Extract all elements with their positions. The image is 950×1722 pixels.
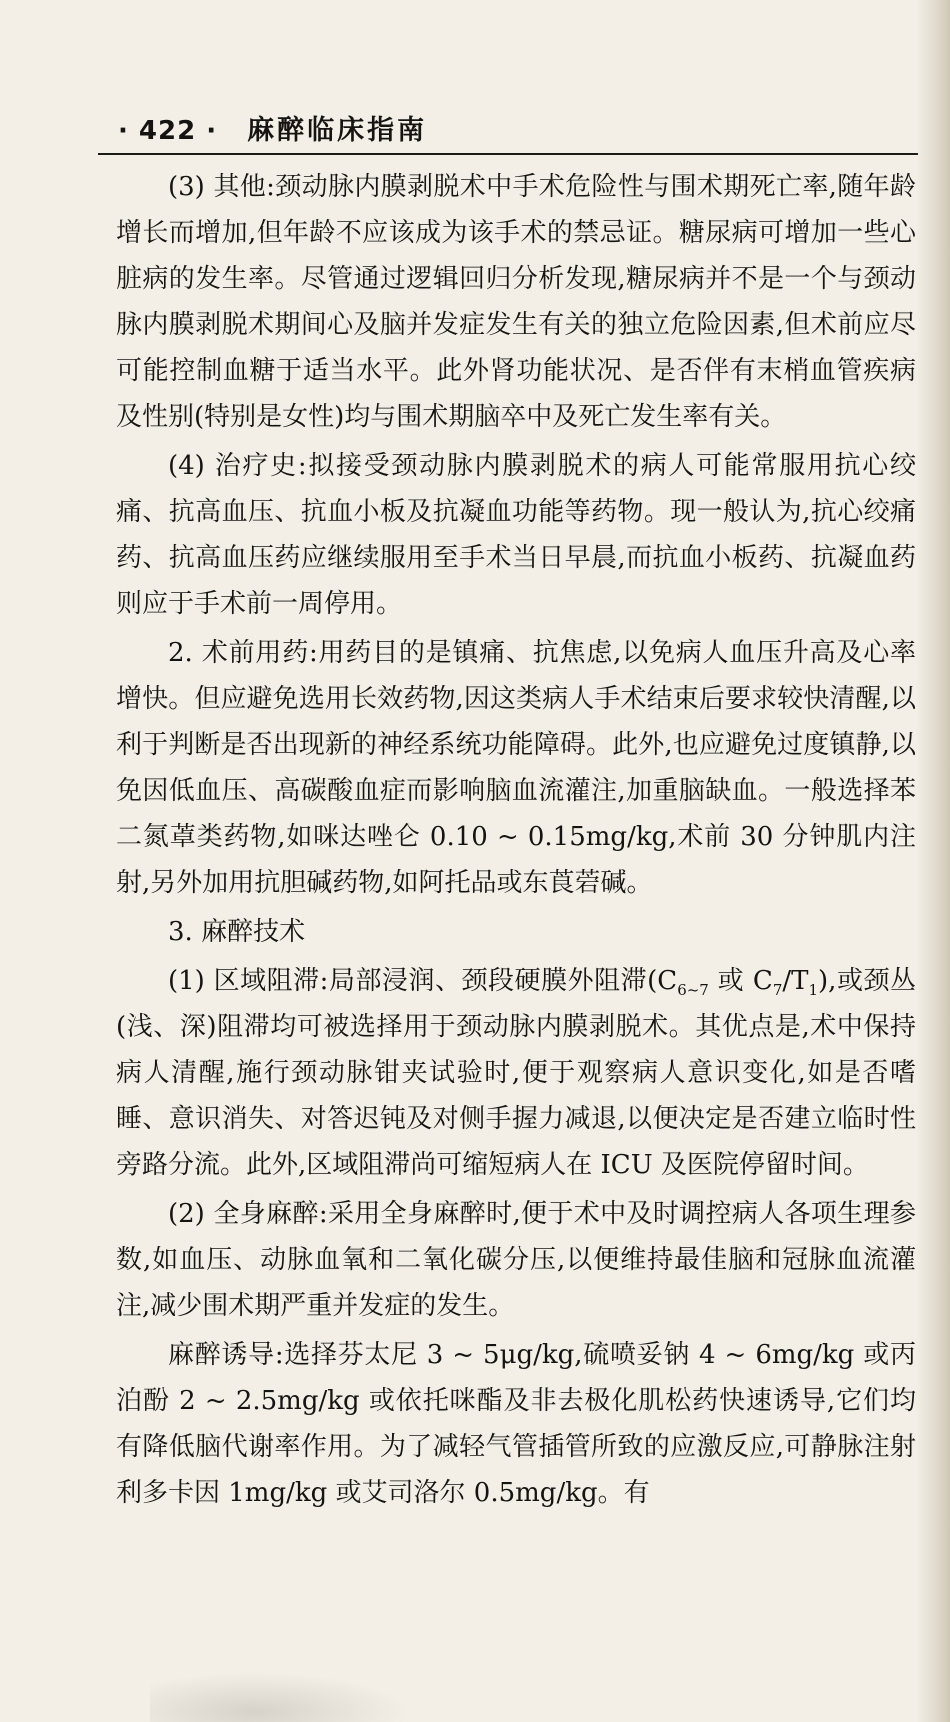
page-number: · 422 · [118,116,218,146]
paragraph-general-anesthesia: (2) 全身麻醉:采用全身麻醉时,便于术中及时调控病人各项生理参数,如血压、动脉血氧和二氧化碳分压,以便维持最佳脑和冠脉血流灌注,减少围术期严重并发症的发生。 [116,1199,916,1321]
subscript-t1: 1 [808,981,819,1000]
paragraph-induction: 麻醉诱导:选择芬太尼 3 ~ 5μg/kg,硫喷妥钠 4 ~ 6mg/kg 或丙泊酚 2 ~ 2.5mg/kg 或依托咪酯及非去极化肌松药快速诱导,它们均有降低脑代谢率作用。为了减轻气管插管所致的应激反应,可静脉注射利多卡因 1mg/kg 或艾司洛尔 0.5mg/kg。有 [116,1340,916,1508]
subscript-c6-7: 6~7 [677,981,709,1000]
scan-smudge [150,1672,410,1722]
running-title: 麻醉临床指南 [247,115,428,146]
body-text [116,164,916,1519]
regional-text-d: ),或颈丛(浅、深)阻滞均可被选择用于颈动脉内膜剥脱术。其优点是,术中保持病人清醒,施行颈动脉钳夹试验时,便于观察病人意识变化,如是否嗜睡、意识消失、对答迟钝及对侧手握力减退,以便决定是否建立临时性旁路分流。此外,区域阻滞尚可缩短病人在 ICU 及医院停留时间。 [116,966,916,1180]
paragraph-premedication: 2. 术前用药:用药目的是镇痛、抗焦虑,以免病人血压升高及心率增快。但应避免选用长效药物,因这类病人手术结束后要求较快清醒,以利于判断是否出现新的神经系统功能障碍。此外,也应避免过度镇静,以免因低血压、高碳酸血症而影响脑血流灌注,加重脑缺血。一般选择苯二氮䓬类药物,如咪达唑仑 0.10 ~ 0.15mg/kg,术前 30 分钟肌内注射,另外加用抗胆碱药物,如阿托品或东莨菪碱。 [116,638,916,898]
header-rule [98,153,918,155]
page-edge-shadow [916,0,950,1722]
regional-text-b: 或 C [708,966,773,996]
paragraph-other: (3) 其他:颈动脉内膜剥脱术中手术危险性与围术期死亡率,随年龄增长而增加,但年龄不应该成为该手术的禁忌证。糖尿病可增加一些心脏病的发生率。尽管通过逻辑回归分析发现,糖尿病并不是一个与颈动脉内膜剥脱术期间心及脑并发症发生有关的独立危险因素,但术前应尽可能控制血糖于适当水平。此外肾功能状况、是否伴有末梢血管疾病及性别(特别是女性)均与围术期脑卒中及死亡发生率有关。 [116,172,916,432]
paragraph-regional-block [116,958,916,1188]
page-header [118,108,918,148]
section-heading-anesthesia-technique: 3. 麻醉技术 [168,917,306,947]
paragraph-treatment-history: (4) 治疗史:拟接受颈动脉内膜剥脱术的病人可能常服用抗心绞痛、抗高血压、抗血小板及抗凝血功能等药物。现一般认为,抗心绞痛药、抗高血压药应继续服用至手术当日早晨,而抗血小板药、抗凝血药则应于手术前一周停用。 [116,451,916,619]
regional-text-c: /T [782,966,809,996]
subscript-c7: 7 [772,981,783,1000]
regional-text-a: (1) 区域阻滞:局部浸润、颈段硬膜外阻滞(C [168,966,678,996]
